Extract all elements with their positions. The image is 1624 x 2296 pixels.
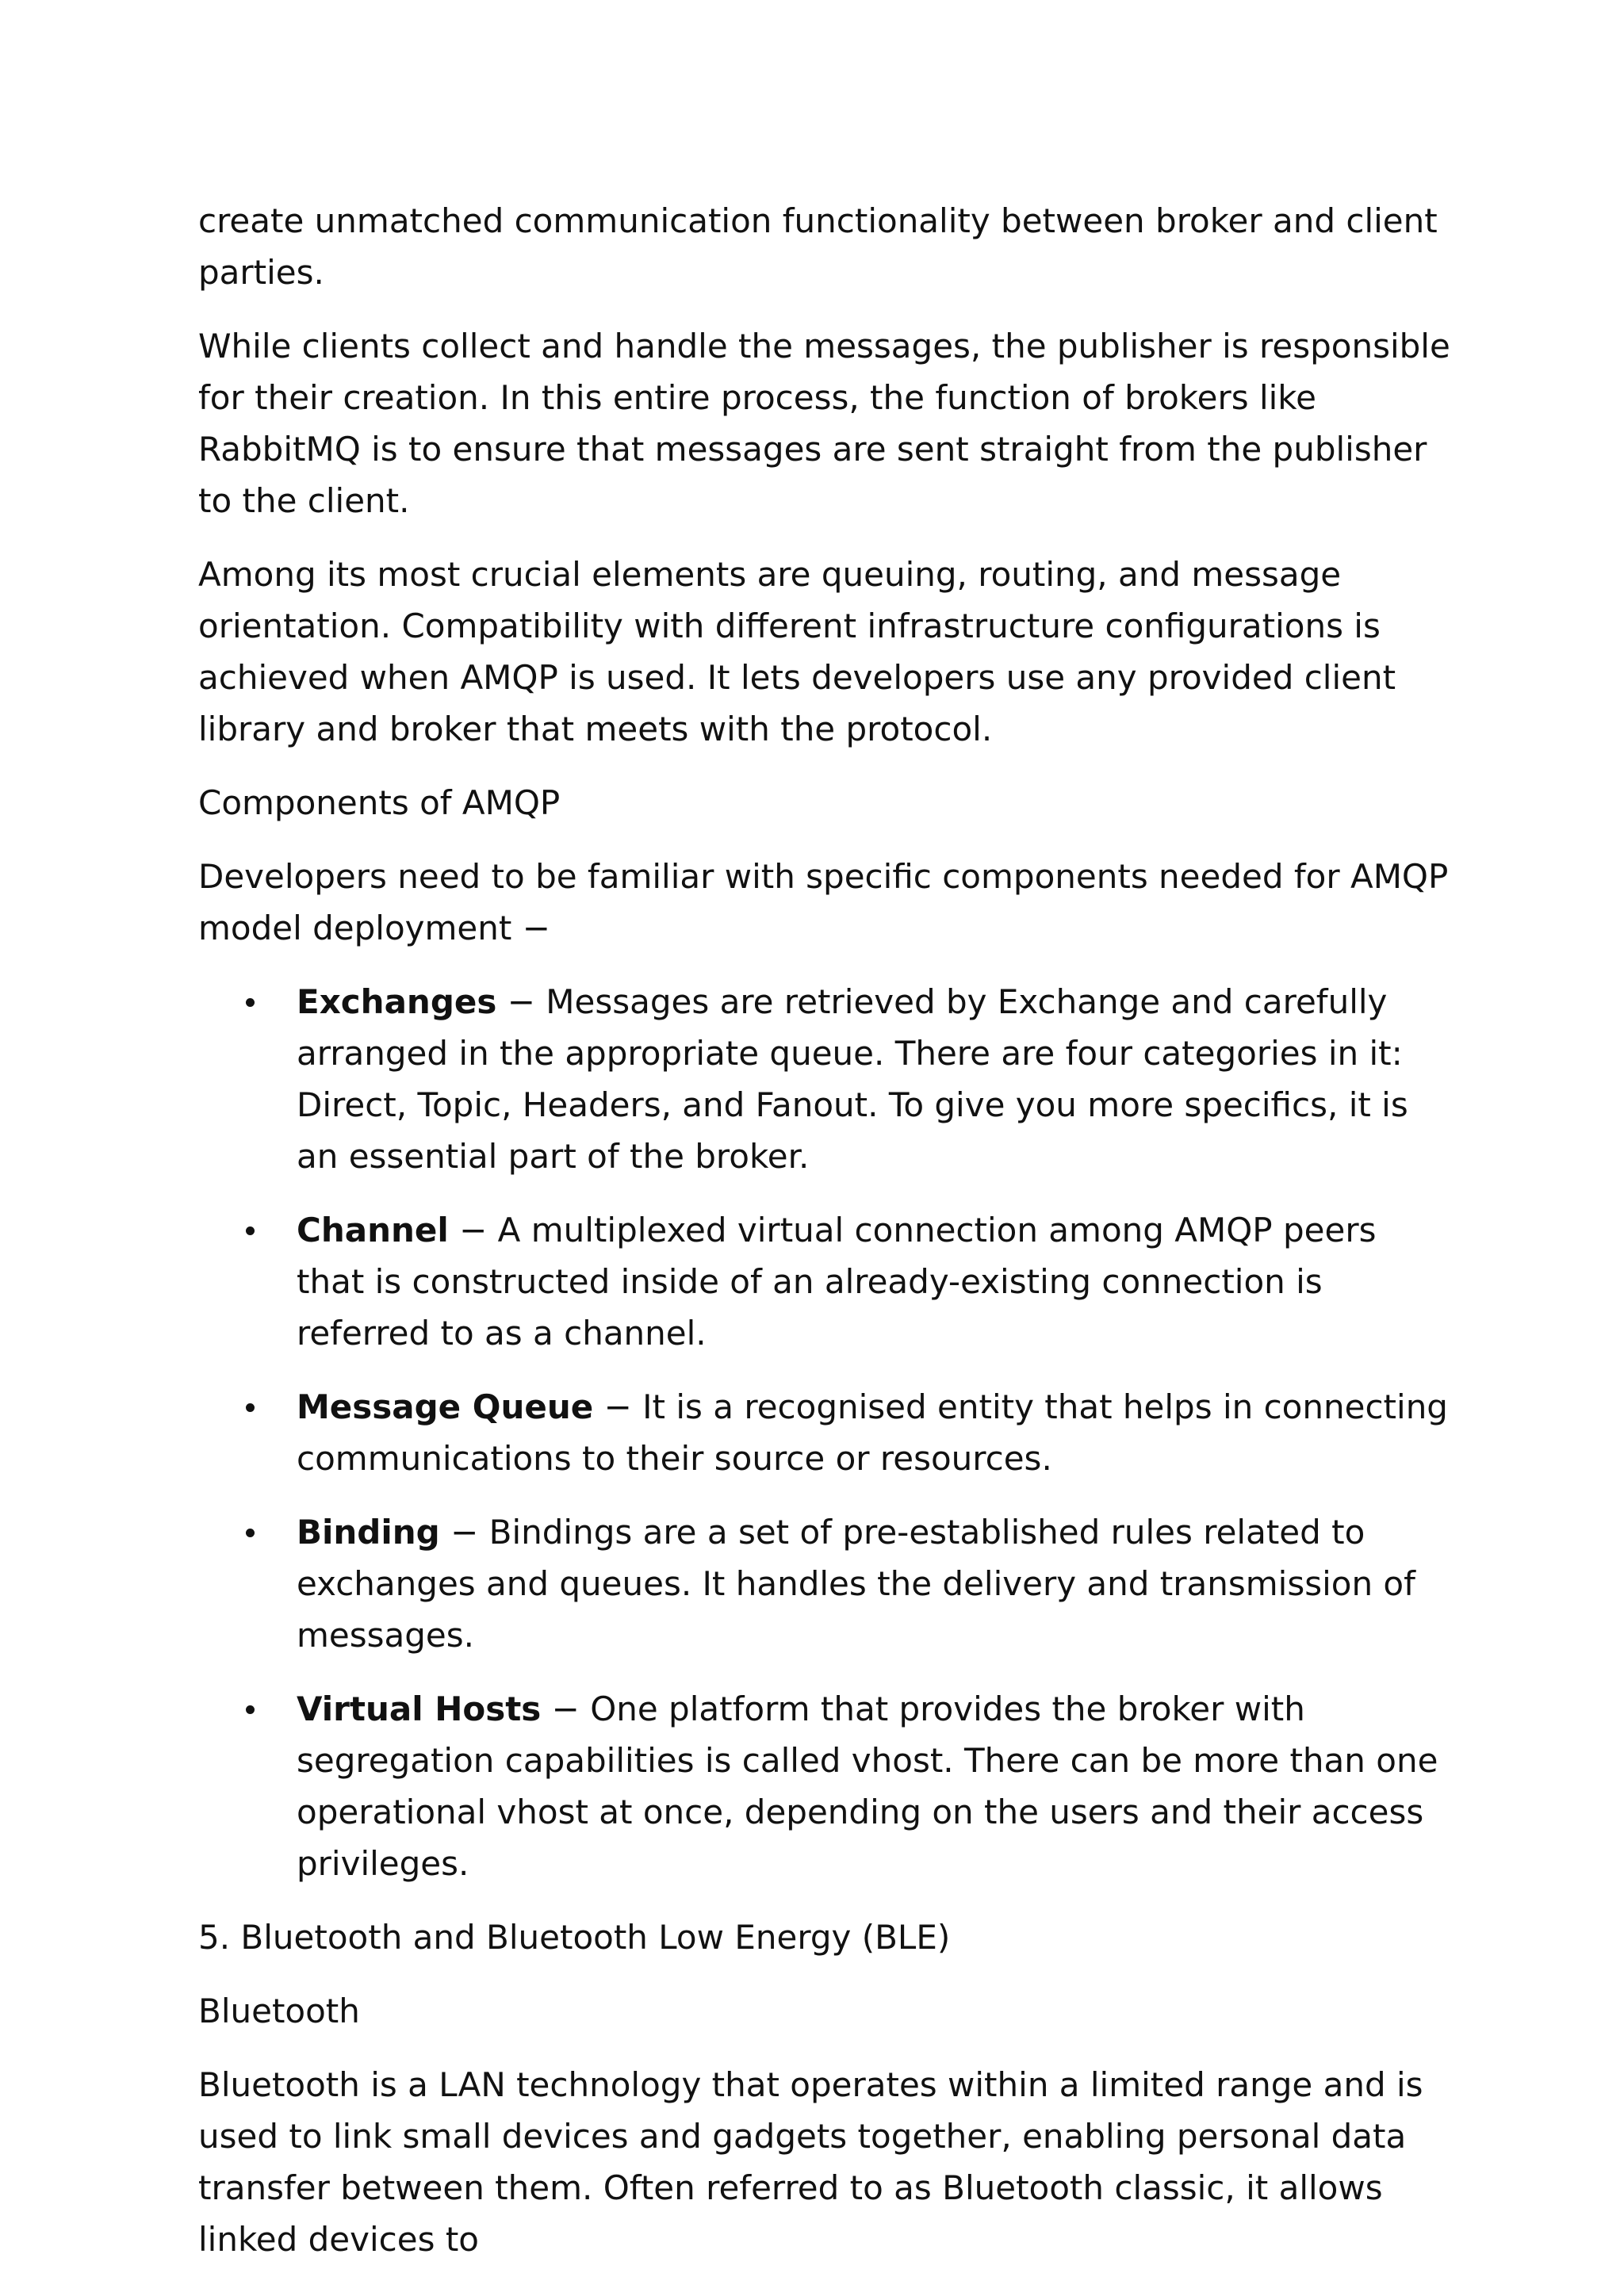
- list-item-text: − Messages are retrieved by Exchange and carefully arranged in the appropriate queue. There are four categories in it: Direct, Topic, Headers, and Fanout. To give you more specifics, it is an essential part of the broker.: [297, 982, 1408, 1176]
- list-item-term: Message Queue: [297, 1387, 594, 1426]
- list-item-term: Virtual Hosts: [297, 1689, 542, 1728]
- section-heading-components: Components of AMQP: [198, 783, 561, 822]
- list-item-term: Channel: [297, 1211, 449, 1249]
- document-body: [198, 195, 1451, 2287]
- list-item-text: − A multiplexed virtual connection among AMQP peers that is constructed inside of an already-existing connection is referred to as a channel.: [297, 1211, 1377, 1353]
- list-item-exchanges: [297, 976, 1451, 1182]
- list-item-term: Binding: [297, 1513, 440, 1552]
- list-item-channel: [297, 1204, 1451, 1359]
- bullet-icon: [246, 998, 255, 1007]
- list-item-term: Exchanges: [297, 982, 497, 1021]
- subheading-bluetooth: Bluetooth: [198, 1992, 360, 2030]
- list-item-text: − Bindings are a set of pre-established rules related to exchanges and queues. It handles the delivery and transmission of messages.: [297, 1513, 1415, 1655]
- bullet-icon: [246, 1226, 255, 1235]
- list-item-virtual-hosts: [297, 1683, 1451, 1889]
- components-list: [198, 976, 1451, 1889]
- bullet-icon: [246, 1403, 255, 1412]
- bullet-icon: [246, 1705, 255, 1714]
- bullet-icon: [246, 1529, 255, 1537]
- list-item-message-queue: [297, 1381, 1451, 1484]
- list-item-text: − It is a recognised entity that helps in connecting communications to their source or resources.: [297, 1387, 1448, 1478]
- paragraph-bluetooth-description: Bluetooth is a LAN technology that operates within a limited range and is used to link small devices and gadgets together, enabling personal data transfer between them. Often referred to as Bluetooth classic, it allows linked devices to: [198, 2065, 1423, 2259]
- paragraph-amqp-elements: Among its most crucial elements are queuing, routing, and message orientation. Compatibility with different infrastructure configurations is achieved when AMQP is used. It lets developers use any provided client library and broker that meets with the protocol.: [198, 555, 1396, 748]
- list-item-text: − One platform that provides the broker with segregation capabilities is called vhost. There can be more than one operational vhost at once, depending on the users and their access privileges.: [297, 1689, 1438, 1883]
- paragraph-components-intro: Developers need to be familiar with specific components needed for AMQP model deployment −: [198, 857, 1449, 947]
- paragraph-continuation: create unmatched communication functionality between broker and client parties.: [198, 201, 1438, 292]
- section-heading-bluetooth-ble: 5. Bluetooth and Bluetooth Low Energy (BLE): [198, 1918, 951, 1957]
- list-item-binding: [297, 1506, 1451, 1661]
- paragraph-publisher-clients: While clients collect and handle the messages, the publisher is responsible for their creation. In this entire process, the function of brokers like RabbitMQ is to ensure that messages are sent straight from the publisher to the client.: [198, 327, 1450, 520]
